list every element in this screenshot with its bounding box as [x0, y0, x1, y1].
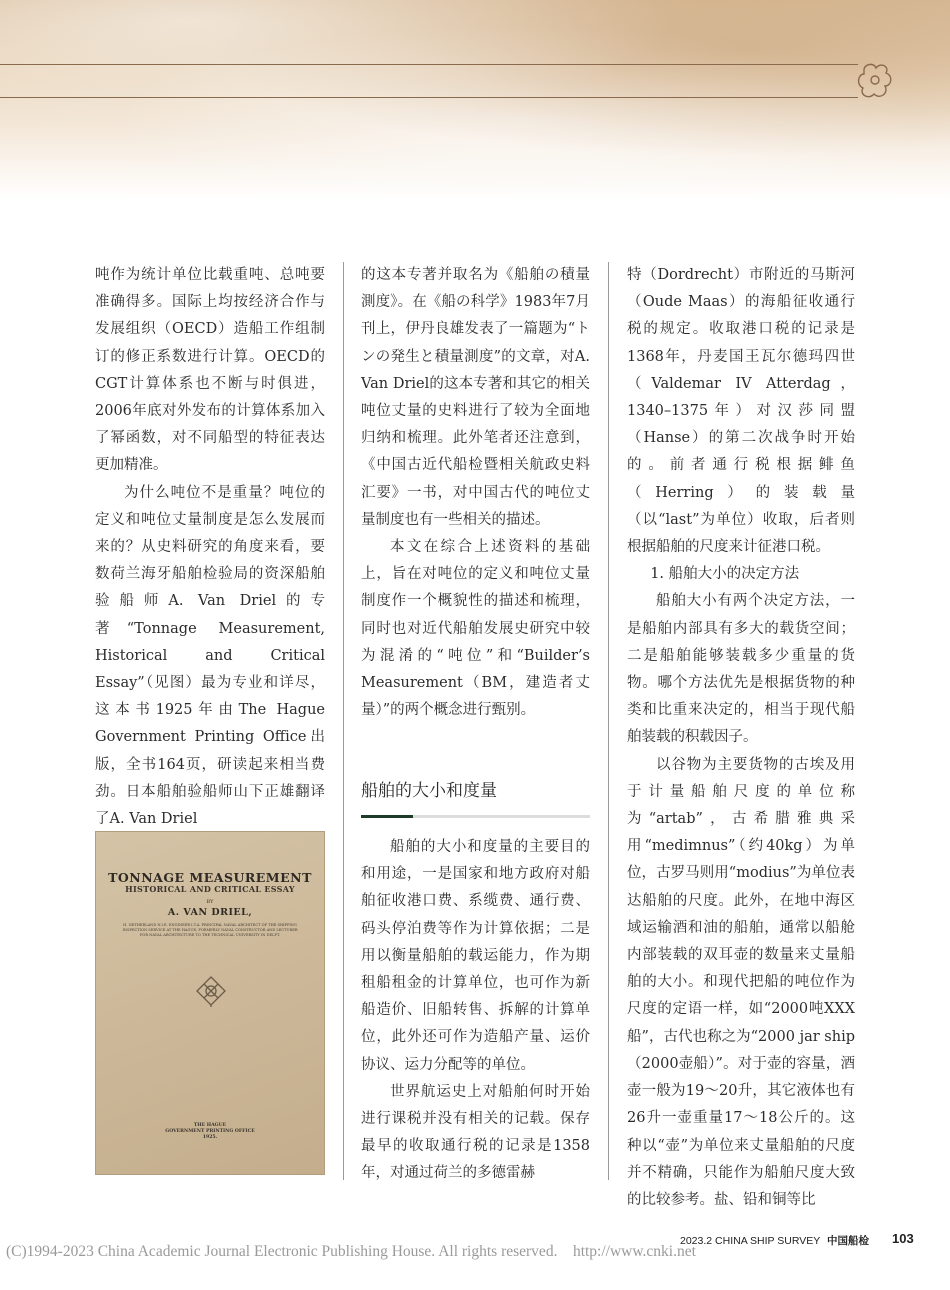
article-column-1: [95, 262, 325, 833]
page-number: 103: [892, 1231, 914, 1246]
header-rule-top: [0, 64, 858, 65]
header-decoration: [0, 0, 950, 200]
paragraph: 特（Dordrecht）市附近的马斯河（Oude Maas）的海船征收通行税的规定。收取港口税的记录是1368年，丹麦国王瓦尔德玛四世（Valdemar IV Atterdag，1340–1375年）对汉莎同盟（Hanse）的第二次战争时开始的。前者通行税根据鲱鱼（Herring）的装载量（以“last”为单位）收取，后者则根据船舶的尺度来计征港口税。: [627, 267, 855, 556]
paragraph: 吨作为统计单位比载重吨、总吨要准确得多。国际上均按经济合作与发展组织（OECD）造船工作组制订的修正系数进行计算。OECD的CGT计算体系也不断与时俱进，2006年底对外发布的计算体系加入了幂函数，对不同船型的特征表达更加精准。: [95, 267, 325, 474]
journal-name-zh: 中国船检: [827, 1235, 870, 1247]
paragraph: 船舶大小有两个决定方法，一是船舶内部具有多大的载货空间；二是船舶能够装载多少重量的货物。哪个方法优先是根据货物的种类和比重来决定的，相当于现代船舶装载的积载因子。: [627, 593, 855, 746]
section-heading: 船舶的大小和度量: [361, 781, 497, 801]
paragraph: 世界航运史上对船舶何时开始进行课税并没有相关的记载。保存最早的收取通行税的记录是1358年，对通过荷兰的多德雷赫: [361, 1083, 590, 1182]
subheading: 1. 船舶大小的决定方法: [650, 566, 800, 583]
article-column-3: [627, 262, 855, 1214]
paragraph: 的这本专著并取名为《船舶の積量測度》。在《船の科学》1983年7月刊上，伊丹良雄发表了一篇题为“トンの発生と積量測度”的文章，对A. Van Driel的这本专著和其它的相关吨位丈量的史料进行了较为全面地归纳和梳理。此外笔者还注意到，《中国古近代船检暨相关航政史料汇要》一书，对中国古代的吨位丈量制度也有一些相关的描述。: [361, 267, 590, 528]
column-divider: [343, 262, 344, 1180]
article-column-2-section: [361, 834, 590, 1188]
issue-number: 2023.2: [680, 1235, 713, 1247]
book-credits: H. NETHERLAND N.I.E. ENGINEER I.T.A. PRINCIPAL NAVAL ARCHITECT OF THE SHIPPING INSPECTION SERVICE AT THE HAGUE; FORMERLY NAVAL CONSTRUCTOR AND LECTURER FOR NAVAL ARCHITECTURE TO THE TECHNICAL UNIVERSITY IN DELFT.: [122, 923, 298, 937]
book-publisher: THE HAGUE GOVERNMENT PRINTING OFFICE 1925.: [165, 1123, 255, 1140]
book-subtitle: HISTORICAL AND CRITICAL ESSAY: [125, 884, 295, 894]
column-divider: [608, 262, 609, 1180]
paragraph: 船舶的大小和度量的主要目的和用途，一是国家和地方政府对船舶征收港口费、系缆费、通行费、码头停泊费等作为计算依据；二是用以衡量船舶的载运能力，作为期租船租金的计算单位，也可作为新船造价、旧船转售、拆解的计算单位，此外还可作为造船产量、运价协议、运力分配等的单位。: [361, 839, 590, 1073]
book-cover-image: [95, 831, 325, 1175]
copyright-notice: (C)1994-2023 China Academic Journal Electronic Publishing House. All rights reserved. http://www.cnki.net: [6, 1243, 696, 1260]
book-by: BY: [206, 899, 214, 905]
article-column-2: [361, 262, 590, 724]
header-rule-bottom: [0, 97, 858, 98]
book-title: TONNAGE MEASUREMENT: [108, 870, 312, 885]
journal-name: CHINA SHIP SURVEY: [715, 1235, 821, 1247]
paragraph: 本文在综合上述资料的基础上，旨在对吨位的定义和吨位丈量制度作一个概貌性的描述和梳理，同时也对近代船舶发展史研究中较为混淆的“吨位”和“Builder’s Measurement（BM，建造者丈量）”的两个概念进行甄别。: [361, 539, 590, 719]
section-rule-accent: [361, 815, 413, 818]
paragraph: 以谷物为主要货物的古埃及用于计量船舶尺度的单位称为“artab”，古希腊雅典采用“medimnus”（约40kg）为单位，古罗马则用“modius”为单位表达船舶的尺度。此外，在地中海区域运输酒和油的船舶，通常以船舱内部装载的双耳壶的数量来丈量船舶的大小。和现代把船的吨位作为尺度的定语一样，如“2000吨XXX船”，古代也称之为“2000 jar ship（2000壶船）”。对于壶的容量，酒壶一般为19～20升，其它液体也有26升一壶重量17～18公斤的。这种以“壶”为单位来丈量船舶的尺度并不精确，只能作为船舶尺度大致的比较参考。盐、铅和铜等比: [627, 756, 855, 1208]
knot-emblem-icon: [195, 975, 227, 1007]
cloud-ornament-icon: [856, 60, 894, 102]
book-author: A. VAN DRIEL,: [167, 907, 253, 918]
paragraph: 为什么吨位不是重量？吨位的定义和吨位丈量制度是怎么发展而来的？从史料研究的角度来看，要数荷兰海牙船舶检验局的资深船舶验船师A. Van Driel的专著“Tonnage Measurement, Historical and Critical Essay”（见图）最为专业和详尽，这本书1925年由The Hague Government Printing Office出版，全书164页，研读起来相当费劲。日本船舶验船师山下正雄翻译了A. Van Driel: [95, 484, 325, 828]
running-footer: [680, 1233, 869, 1248]
